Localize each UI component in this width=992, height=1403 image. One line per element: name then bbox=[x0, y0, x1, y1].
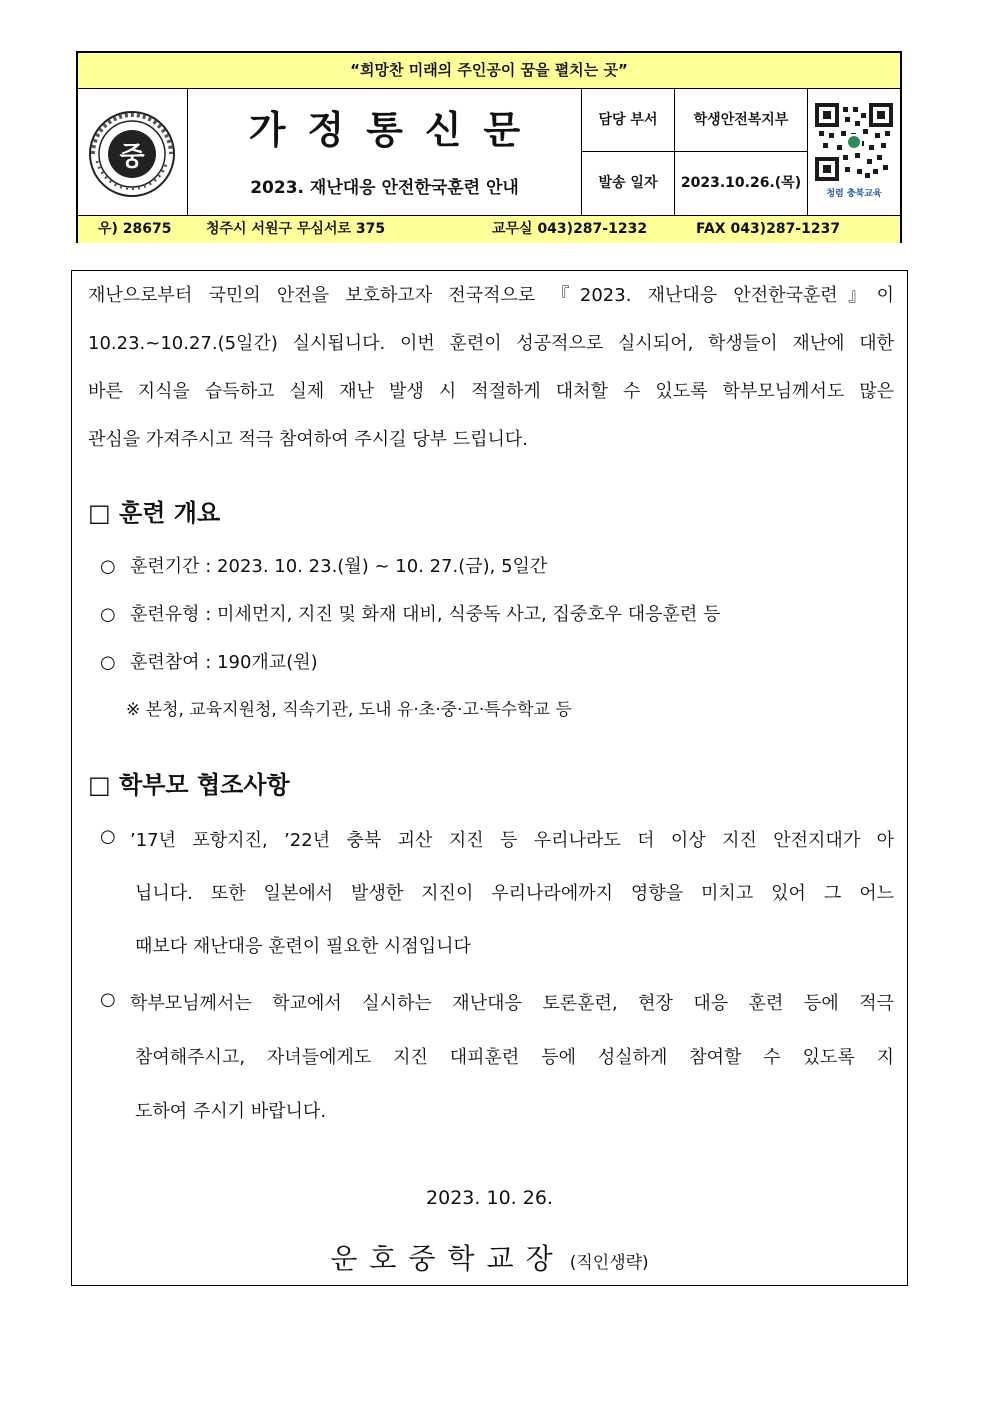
intro-line: 관심을 가져주시고 적극 참여하여 주시길 당부 드립니다. bbox=[88, 429, 528, 450]
street-address: 청주시 서원구 무심서로 375 bbox=[206, 221, 386, 237]
school-emblem-icon bbox=[85, 109, 179, 199]
date-label: 발송 일자 bbox=[582, 152, 675, 215]
intro-line: 10.23.~10.27.(5일간) 실시됩니다. 이번 훈련이 성공적으로 실시되어, 학생들이 재난에 대한 bbox=[88, 333, 894, 354]
cooperation-text: 때보다 재난대응 훈련이 필요한 시점입니다 bbox=[135, 936, 471, 957]
postal-code: 우) 28675 bbox=[98, 221, 172, 237]
list-item bbox=[100, 552, 547, 578]
participation-note: ※ 본청, 교육지원청, 직속기관, 도내 유·초·중·고·특수학교 등 bbox=[126, 700, 572, 720]
list-item-text: 훈련기간 : 2023. 10. 23.(월) ~ 10. 27.(금), 5일간 bbox=[130, 556, 548, 577]
school-slogan: “희망찬 미래의 주인공이 꿈을 펼치는 곳” bbox=[78, 53, 900, 89]
list-item-text: 훈련유형 : 미세먼지, 지진 및 화재 대비, 식중독 사고, 집중호우 대응훈련 등 bbox=[130, 604, 721, 625]
list-item bbox=[100, 600, 720, 626]
seal-omitted-note: (직인생략) bbox=[569, 1253, 649, 1273]
info-grid bbox=[582, 89, 808, 215]
qr-cell bbox=[808, 89, 900, 215]
title-cell bbox=[188, 89, 582, 215]
cooperation-text: 참여해주시고, 자녀들에게도 지진 대피훈련 등에 성실하게 참여할 수 있도록 지 bbox=[135, 1047, 894, 1068]
logo-char: 중 bbox=[119, 142, 145, 172]
logo-cell bbox=[78, 89, 188, 215]
intro-line: 바른 지식을 습득하고 실제 재난 발생 시 적절하게 대처할 수 있도록 학부모님께서도 많은 bbox=[88, 381, 894, 402]
bullet-icon: ○ bbox=[100, 652, 116, 673]
department-value: 학생안전복지부 bbox=[675, 89, 808, 152]
cooperation-text: 닙니다. 또한 일본에서 발생한 지진이 우리나라에까지 영향을 미치고 있어 그 어느 bbox=[135, 883, 894, 904]
intro-line: 재난으로부터 국민의 안전을 보호하고자 전국적으로 『2023. 재난대응 안전한국훈련』이 bbox=[88, 285, 894, 306]
office-phone: 교무실 043)287-1232 bbox=[492, 221, 648, 237]
list-item bbox=[100, 648, 318, 674]
qr-code-icon bbox=[815, 103, 893, 181]
bullet-icon: ○ bbox=[100, 989, 116, 1010]
list-item-text: 훈련참여 : 190개교(원) bbox=[130, 652, 318, 673]
qr-caption: 청렴 충북교육 bbox=[826, 189, 882, 199]
bullet-icon: ○ bbox=[100, 604, 116, 625]
section-heading-cooperation: □ 학부모 협조사항 bbox=[88, 771, 290, 799]
fax-number: FAX 043)287-1237 bbox=[696, 221, 841, 237]
section-heading-overview: □ 훈련 개요 bbox=[88, 499, 221, 527]
date-value: 2023.10.26.(목) bbox=[675, 152, 808, 215]
address-bar bbox=[78, 216, 900, 243]
letter-body bbox=[71, 270, 908, 1286]
signer-name: 운호중학교장 bbox=[330, 1242, 565, 1275]
cooperation-text: 학부모님께서는 학교에서 실시하는 재난대응 토론훈련, 현장 대응 훈련 등에 적극 bbox=[130, 993, 894, 1014]
header-main-row bbox=[78, 89, 900, 216]
bullet-icon: ○ bbox=[100, 826, 116, 847]
cooperation-text: 도하여 주시기 바랍니다. bbox=[135, 1101, 327, 1122]
issue-date: 2023. 10. 26. bbox=[426, 1187, 553, 1209]
page-title: 가정통신문 bbox=[248, 107, 543, 152]
bullet-icon: ○ bbox=[100, 556, 116, 577]
department-label: 담당 부서 bbox=[582, 89, 675, 152]
letter-header bbox=[76, 51, 902, 243]
page-subtitle: 2023. 재난대응 안전한국훈련 안내 bbox=[250, 178, 519, 198]
signature-line bbox=[72, 1237, 907, 1277]
cooperation-text: ’17년 포항지진, ’22년 충북 괴산 지진 등 우리나라도 더 이상 지진 안전지대가 아 bbox=[130, 830, 894, 851]
